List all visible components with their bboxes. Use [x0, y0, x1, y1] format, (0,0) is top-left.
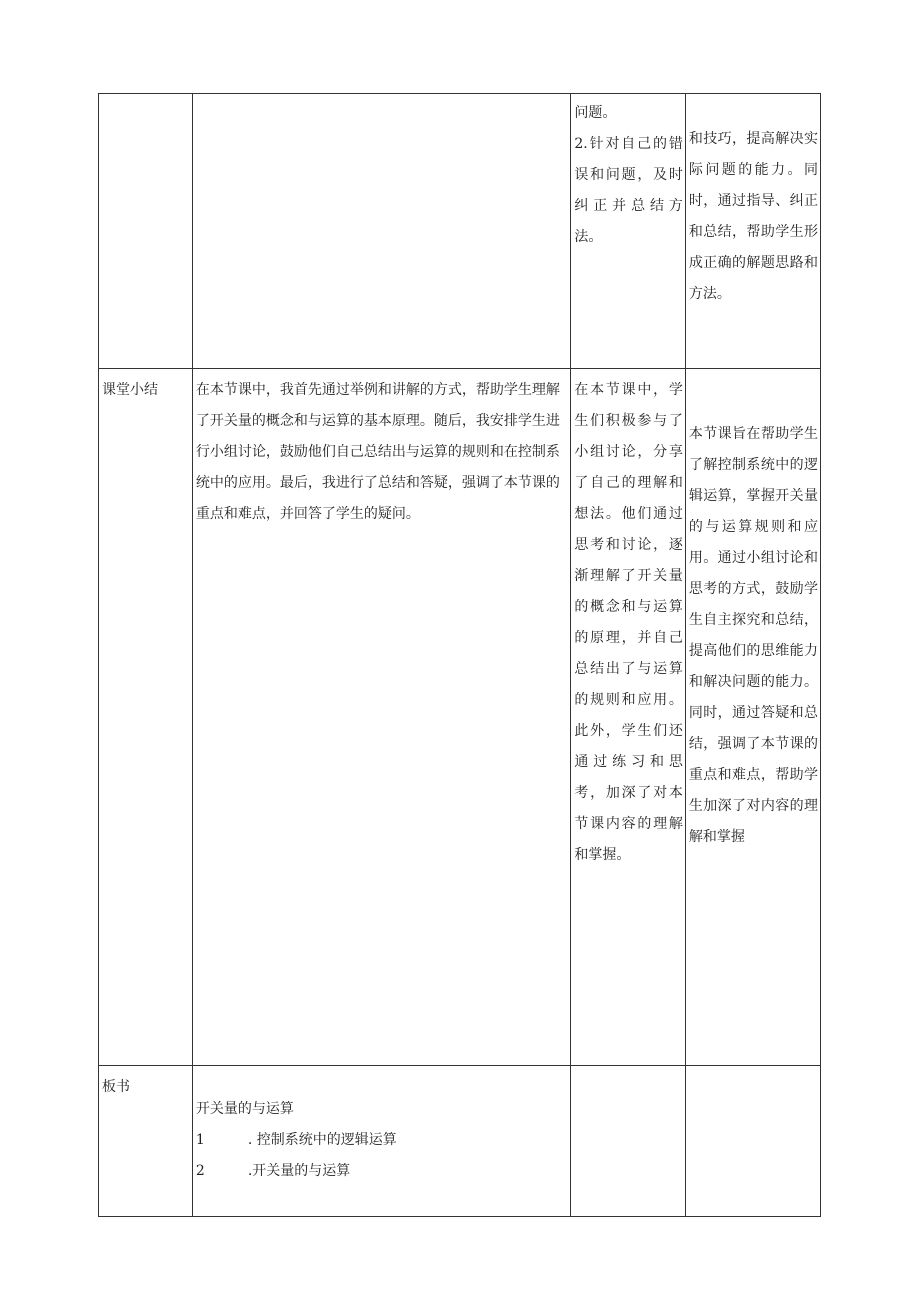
empty-cell	[571, 1066, 685, 1217]
design-purpose-cell	[685, 94, 820, 369]
design-purpose-text: 本节课旨在帮助学生了解控制系统中的逻辑运算，掌握开关量的与运算规则和应用。通过小组讨论和思考的方式，鼓励学生自主探究和总结，提高他们的思维能力和解决问题的能力。同时，通过答疑和总结，强调了本节课的重点和难点，帮助学生加深了对内容的理解和掌握	[688, 426, 818, 845]
design-purpose-cell	[685, 369, 820, 1066]
lesson-plan-table	[98, 93, 821, 1217]
list-item-text: . 控制系统中的逻辑运算	[247, 1132, 397, 1148]
list-item-number: 1	[195, 1132, 205, 1148]
list-item-text: .开关量的与运算	[247, 1163, 351, 1179]
list-item	[196, 1156, 569, 1187]
list-item-number: 2	[195, 1163, 205, 1179]
design-purpose-text: 和技巧，提高解决实际问题的能力。同时，通过指导、纠正和总结，帮助学生形成正确的解题思路和方法。	[688, 131, 818, 302]
table-row	[99, 369, 821, 1066]
table-row	[99, 94, 821, 369]
table-row	[99, 1066, 821, 1217]
row-label: 课堂小结	[102, 382, 158, 398]
teacher-activity-text: 在本节课中，我首先通过举例和讲解的方式，帮助学生理解了开关量的概念和与运算的基本原理。随后，我安排学生进行小组讨论，鼓励他们自己总结出与运算的规则和在控制系统中的应用。最后，我进行了总结和答疑，强调了本节课的重点和难点，并回答了学生的疑问。	[195, 382, 560, 522]
row-label-cell	[99, 1066, 193, 1217]
student-activity-text: 在本节课中，学生们积极参与了小组讨论，分享了自己的理解和想法。他们通过思考和讨论，逐渐理解了开关量的概念和与运算的原理，并自己总结出了与运算的规则和应用。此外，学生们还通过练习和思考，加深了对本节课内容的理解和掌握。	[574, 382, 683, 863]
teacher-activity-cell	[192, 369, 571, 1066]
student-activity-cell	[571, 94, 685, 369]
row-label-cell	[99, 369, 193, 1066]
student-activity-cell	[571, 369, 685, 1066]
row-label-cell	[99, 94, 193, 369]
empty-cell	[685, 1066, 820, 1217]
board-title: 开关量的与运算	[195, 1101, 294, 1117]
row-label: 板书	[102, 1079, 130, 1095]
student-activity-text: 问题。 2.针对自己的错误和问题，及时纠正并总结方法。	[574, 105, 683, 245]
list-item	[196, 1125, 569, 1156]
board-writing-cell	[192, 1066, 571, 1217]
teacher-activity-cell	[192, 94, 571, 369]
